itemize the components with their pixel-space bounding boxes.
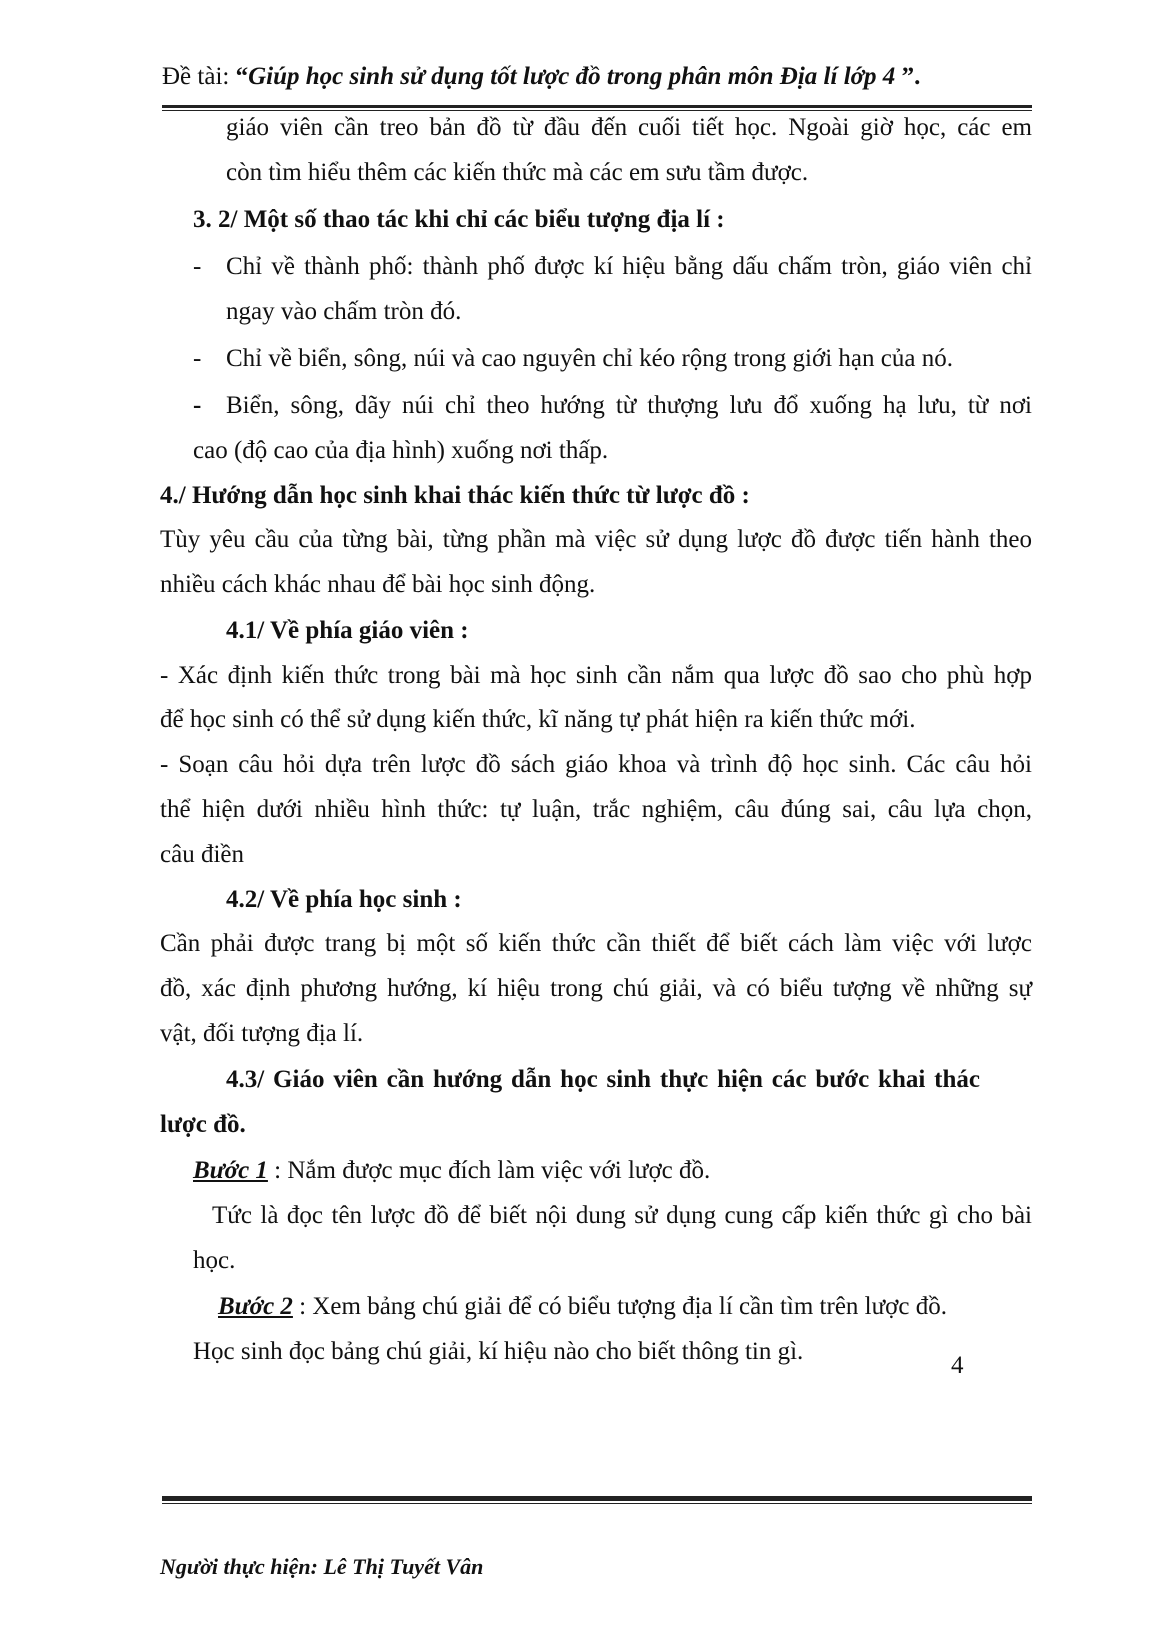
bullet-item: Chỉ về biển, sông, núi và cao nguyên chỉ kéo rộng trong giới hạn của nó. bbox=[226, 345, 953, 372]
bullet-dash: - bbox=[193, 253, 202, 280]
paragraph-line: Cần phải được trang bị một số kiến thức cần thiết để biết cách làm việc với lược bbox=[160, 930, 1032, 957]
section-heading-4-3-cont: lược đồ. bbox=[160, 1111, 246, 1138]
paragraph-line: để học sinh có thể sử dụng kiến thức, kĩ năng tự phát hiện ra kiến thức mới. bbox=[160, 706, 916, 733]
paragraph-line: thể hiện dưới nhiều hình thức: tự luận, trắc nghiệm, câu đúng sai, câu lựa chọn, bbox=[160, 796, 1032, 823]
section-heading-4-3: 4.3/ Giáo viên cần hướng dẫn học sinh thực hiện các bước khai thác bbox=[226, 1066, 980, 1093]
step-1-line bbox=[193, 1156, 710, 1186]
header-rule-thick bbox=[162, 105, 1032, 108]
paragraph-line: vật, đối tượng địa lí. bbox=[160, 1020, 364, 1047]
section-heading-4: 4./ Hướng dẫn học sinh khai thác kiến thức từ lược đồ : bbox=[160, 482, 750, 509]
paragraph-line: Học sinh đọc bảng chú giải, kí hiệu nào cho biết thông tin gì. bbox=[193, 1338, 804, 1365]
header-close-quote: ”. bbox=[895, 63, 921, 90]
bullet-item: Biển, sông, dãy núi chỉ theo hướng từ thượng lưu đổ xuống hạ lưu, từ nơi bbox=[226, 392, 1032, 419]
bullet-item: Chỉ về thành phố: thành phố được kí hiệu bằng dấu chấm tròn, giáo viên chỉ bbox=[226, 253, 1032, 280]
section-heading-3-2: 3. 2/ Một số thao tác khi chỉ các biểu tượng địa lí : bbox=[193, 206, 725, 233]
paragraph-line: đồ, xác định phương hướng, kí hiệu trong chú giải, và có biểu tượng về những sự bbox=[160, 975, 1032, 1002]
bullet-dash: - bbox=[193, 392, 202, 419]
paragraph-line: câu điền bbox=[160, 841, 244, 868]
paragraph-line: học. bbox=[193, 1247, 236, 1274]
paragraph-line: nhiều cách khác nhau để bài học sinh động. bbox=[160, 571, 596, 598]
step-2-line bbox=[218, 1292, 947, 1322]
header-title: Giúp học sinh sử dụng tốt lược đồ trong phân môn Địa lí lớp 4 bbox=[248, 63, 896, 90]
paragraph-line: Tức là đọc tên lược đồ để biết nội dung sử dụng cung cấp kiến thức gì cho bài bbox=[212, 1202, 1032, 1229]
page-number: 4 bbox=[951, 1352, 964, 1379]
bullet-dash: - bbox=[193, 345, 202, 372]
section-heading-4-1: 4.1/ Về phía giáo viên : bbox=[226, 617, 469, 644]
step-1-label: Bước 1 bbox=[193, 1157, 268, 1184]
bullet-item-cont: cao (độ cao của địa hình) xuống nơi thấp. bbox=[193, 437, 609, 464]
step-2-text: : Xem bảng chú giải để có biểu tượng địa lí cần tìm trên lược đồ. bbox=[292, 1293, 947, 1320]
header-prefix: Đề tài: bbox=[162, 63, 236, 90]
footer-rule-thick bbox=[162, 1496, 1032, 1501]
footer-rule-thin bbox=[162, 1503, 1032, 1504]
step-1-text: : Nắm được mục đích làm việc với lược đồ. bbox=[267, 1157, 711, 1184]
footer-author: Người thực hiện: Lê Thị Tuyết Vân bbox=[160, 1554, 484, 1579]
bullet-item-cont: ngay vào chấm tròn đó. bbox=[226, 298, 462, 325]
paragraph-line: giáo viên cần treo bản đồ từ đầu đến cuối tiết học. Ngoài giờ học, các em bbox=[226, 114, 1032, 141]
page-header bbox=[162, 62, 920, 92]
section-heading-4-2: 4.2/ Về phía học sinh : bbox=[226, 886, 462, 913]
step-2-label: Bước 2 bbox=[218, 1293, 293, 1320]
paragraph-line: Tùy yêu cầu của từng bài, từng phần mà việc sử dụng lược đồ được tiến hành theo bbox=[160, 526, 1032, 553]
header-rule-thin bbox=[162, 110, 1032, 111]
paragraph-line: - Soạn câu hỏi dựa trên lược đồ sách giáo khoa và trình độ học sinh. Các câu hỏi bbox=[160, 751, 1032, 778]
paragraph-line: - Xác định kiến thức trong bài mà học sinh cần nắm qua lược đồ sao cho phù hợp bbox=[160, 662, 1032, 689]
paragraph-line: còn tìm hiểu thêm các kiến thức mà các em sưu tầm được. bbox=[226, 159, 809, 186]
header-open-quote: “ bbox=[235, 63, 249, 90]
